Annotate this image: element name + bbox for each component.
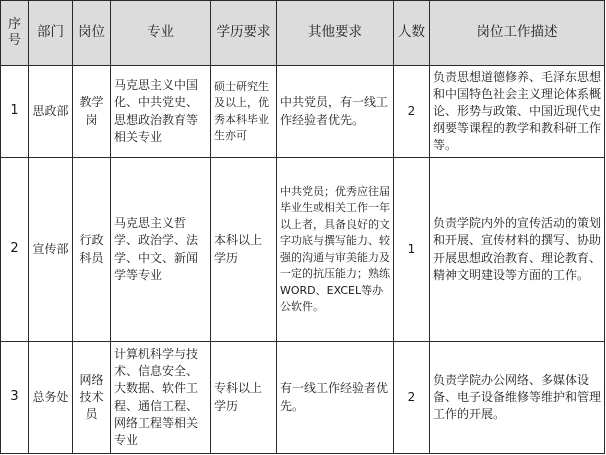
cell-index: 2 — [1, 158, 29, 342]
table-row — [1, 158, 605, 342]
cell-position: 教学岗 — [73, 66, 111, 158]
cell-education: 本科以上学历 — [211, 158, 277, 342]
cell-position: 网络技术员 — [73, 342, 111, 454]
header-description: 岗位工作描述 — [430, 1, 605, 66]
cell-other: 有一线工作经验者优先。 — [277, 342, 394, 454]
cell-index: 3 — [1, 342, 29, 454]
cell-count: 2 — [394, 342, 430, 454]
cell-department: 宣传部 — [29, 158, 73, 342]
header-row — [1, 1, 605, 66]
cell-major: 马克思主义哲学、政治学、法学、中文、新闻学等专业 — [111, 158, 211, 342]
cell-count: 2 — [394, 66, 430, 158]
header-department: 部门 — [29, 1, 73, 66]
cell-education: 专科以上学历 — [211, 342, 277, 454]
cell-count: 1 — [394, 158, 430, 342]
header-count: 人数 — [394, 1, 430, 66]
header-other: 其他要求 — [277, 1, 394, 66]
cell-other: 中共党员；优秀应往届毕业生或相关工作一年以上者，具备良好的文字功底与撰写能力、较强的沟通与审美能力及一定的抗压能力；熟练WORD、EXCEL等办公软件。 — [277, 158, 394, 342]
cell-description: 负责学院内外的宣传活动的策划和开展、宣传材料的撰写、协助开展思想政治教育、理论教育、精神文明建设等方面的工作。 — [430, 158, 605, 342]
cell-education: 硕士研究生及以上，优秀本科毕业生亦可 — [211, 66, 277, 158]
header-major: 专业 — [111, 1, 211, 66]
header-index: 序号 — [1, 1, 29, 66]
table-row — [1, 66, 605, 158]
cell-index: 1 — [1, 66, 29, 158]
cell-department: 思政部 — [29, 66, 73, 158]
cell-description: 负责思想道德修养、毛泽东思想和中国特色社会主义理论体系概论、形势与政策、中国近现代史纲要等课程的教学和教科研工作等。 — [430, 66, 605, 158]
cell-major: 计算机科学与技术、信息安全、大数据、软件工程、通信工程、网络工程等相关专业 — [111, 342, 211, 454]
header-position: 岗位 — [73, 1, 111, 66]
cell-description: 负责学院办公网络、多媒体设备、电子设备维修等维护和管理工作的开展。 — [430, 342, 605, 454]
table-row — [1, 342, 605, 454]
cell-department: 总务处 — [29, 342, 73, 454]
header-education: 学历要求 — [211, 1, 277, 66]
cell-position: 行政科员 — [73, 158, 111, 342]
cell-other: 中共党员，有一线工作经验者优先。 — [277, 66, 394, 158]
cell-major: 马克思主义中国化、中共党史、思想政治教育等相关专业 — [111, 66, 211, 158]
